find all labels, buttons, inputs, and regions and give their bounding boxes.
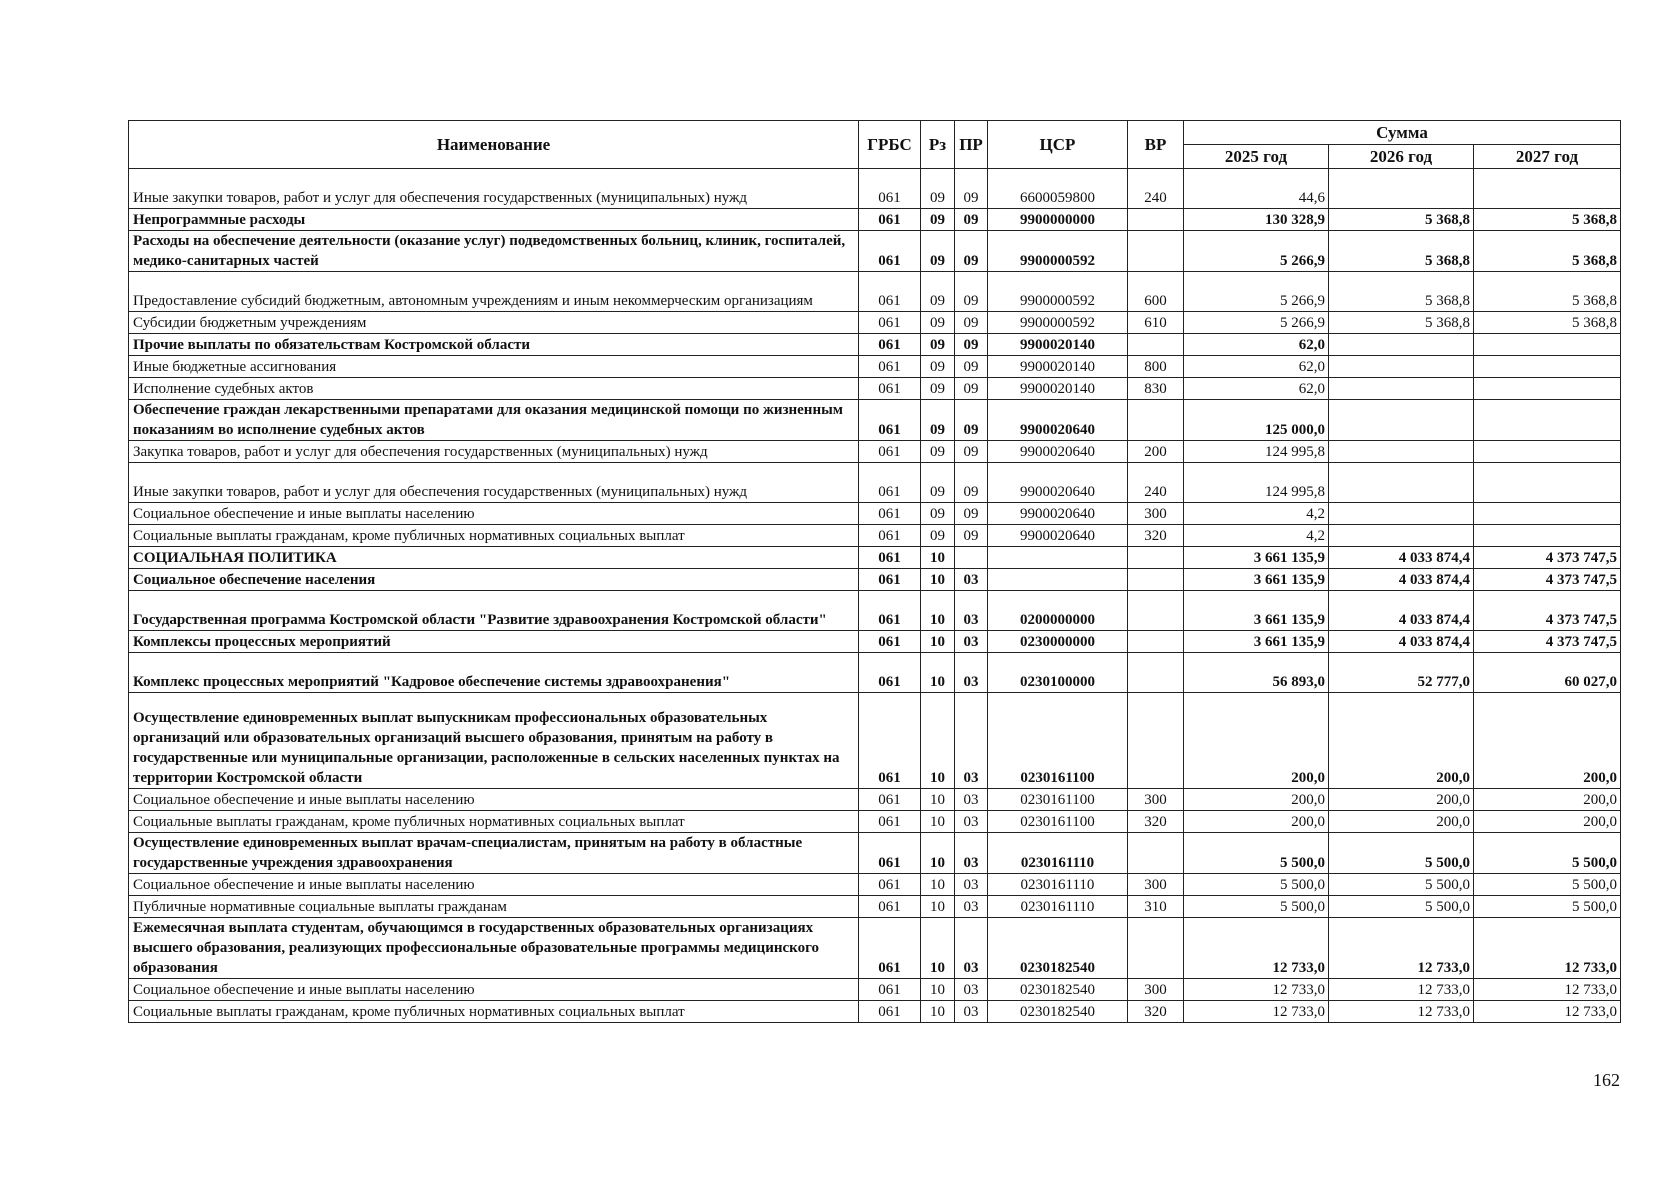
cell-grbs: 061 (859, 503, 921, 525)
cell-grbs: 061 (859, 653, 921, 693)
cell-vr: 830 (1128, 378, 1184, 400)
col-header-2026: 2026 год (1329, 145, 1474, 169)
cell-pr: 09 (955, 334, 988, 356)
cell-name: Публичные нормативные социальные выплаты гражданам (129, 896, 859, 918)
cell-y2027 (1474, 378, 1621, 400)
cell-csr: 9900020640 (988, 503, 1128, 525)
cell-grbs: 061 (859, 272, 921, 312)
cell-y2027: 5 500,0 (1474, 896, 1621, 918)
col-header-grbs: ГРБС (859, 121, 921, 169)
cell-grbs: 061 (859, 631, 921, 653)
cell-y2027: 5 500,0 (1474, 833, 1621, 874)
cell-y2025: 62,0 (1184, 356, 1329, 378)
cell-y2026 (1329, 441, 1474, 463)
table-row (129, 209, 1621, 231)
cell-y2027 (1474, 356, 1621, 378)
cell-rz: 10 (921, 653, 955, 693)
cell-rz: 10 (921, 1001, 955, 1023)
cell-pr: 09 (955, 356, 988, 378)
cell-csr: 0200000000 (988, 591, 1128, 631)
cell-vr: 300 (1128, 874, 1184, 896)
table-row (129, 693, 1621, 789)
table-row (129, 789, 1621, 811)
cell-y2025: 12 733,0 (1184, 1001, 1329, 1023)
cell-name: Ежемесячная выплата студентам, обучающимся в государственных образовательных организациях высшего образования, реализующих профессиональные образовательные программы медицинского образования (129, 918, 859, 979)
cell-rz: 09 (921, 463, 955, 503)
cell-csr: 0230100000 (988, 653, 1128, 693)
cell-y2026: 5 500,0 (1329, 874, 1474, 896)
cell-vr (1128, 631, 1184, 653)
table-body (129, 169, 1621, 1023)
cell-y2025: 124 995,8 (1184, 441, 1329, 463)
cell-rz: 09 (921, 356, 955, 378)
cell-pr: 03 (955, 591, 988, 631)
cell-y2027: 12 733,0 (1474, 979, 1621, 1001)
cell-vr (1128, 334, 1184, 356)
cell-name: Социальные выплаты гражданам, кроме публичных нормативных социальных выплат (129, 525, 859, 547)
cell-vr: 800 (1128, 356, 1184, 378)
cell-csr: 9900000592 (988, 312, 1128, 334)
table-row (129, 312, 1621, 334)
cell-name: Субсидии бюджетным учреждениям (129, 312, 859, 334)
cell-rz: 10 (921, 591, 955, 631)
cell-y2025: 44,6 (1184, 169, 1329, 209)
cell-pr: 03 (955, 833, 988, 874)
cell-grbs: 061 (859, 789, 921, 811)
cell-pr: 09 (955, 312, 988, 334)
cell-pr: 03 (955, 631, 988, 653)
cell-y2026: 200,0 (1329, 789, 1474, 811)
cell-name: Социальное обеспечение и иные выплаты населению (129, 503, 859, 525)
cell-y2025: 56 893,0 (1184, 653, 1329, 693)
cell-y2026 (1329, 400, 1474, 441)
cell-rz: 10 (921, 631, 955, 653)
cell-pr: 09 (955, 503, 988, 525)
cell-y2027: 4 373 747,5 (1474, 569, 1621, 591)
cell-y2026: 200,0 (1329, 693, 1474, 789)
col-header-vr: ВР (1128, 121, 1184, 169)
cell-y2027 (1474, 334, 1621, 356)
cell-pr: 03 (955, 653, 988, 693)
cell-rz: 09 (921, 312, 955, 334)
budget-table-sheet (128, 120, 1620, 1050)
table-row (129, 441, 1621, 463)
col-header-name: Наименование (129, 121, 859, 169)
cell-vr (1128, 400, 1184, 441)
table-row (129, 463, 1621, 503)
cell-pr: 09 (955, 463, 988, 503)
cell-csr: 0230182540 (988, 918, 1128, 979)
cell-vr: 320 (1128, 1001, 1184, 1023)
cell-vr: 300 (1128, 503, 1184, 525)
cell-rz: 10 (921, 789, 955, 811)
col-header-sum: Сумма (1184, 121, 1621, 145)
cell-y2025: 12 733,0 (1184, 918, 1329, 979)
cell-y2026: 12 733,0 (1329, 979, 1474, 1001)
cell-y2025: 125 000,0 (1184, 400, 1329, 441)
cell-rz: 10 (921, 979, 955, 1001)
table-row (129, 334, 1621, 356)
cell-name: СОЦИАЛЬНАЯ ПОЛИТИКА (129, 547, 859, 569)
cell-rz: 10 (921, 811, 955, 833)
cell-grbs: 061 (859, 693, 921, 789)
cell-y2027: 200,0 (1474, 811, 1621, 833)
cell-y2027: 5 368,8 (1474, 209, 1621, 231)
cell-y2027 (1474, 463, 1621, 503)
cell-vr (1128, 833, 1184, 874)
cell-y2027 (1474, 525, 1621, 547)
cell-grbs: 061 (859, 463, 921, 503)
cell-y2025: 5 500,0 (1184, 833, 1329, 874)
cell-vr: 240 (1128, 463, 1184, 503)
cell-y2025: 3 661 135,9 (1184, 569, 1329, 591)
cell-y2026: 12 733,0 (1329, 1001, 1474, 1023)
cell-y2025: 62,0 (1184, 334, 1329, 356)
cell-grbs: 061 (859, 811, 921, 833)
cell-y2027 (1474, 503, 1621, 525)
cell-grbs: 061 (859, 312, 921, 334)
cell-csr (988, 547, 1128, 569)
table-row (129, 569, 1621, 591)
cell-name: Осуществление единовременных выплат выпускникам профессиональных образовательных организаций или образовательных организаций высшего образования, принятым на работу в государственные или муниципальные организации, расположенные в сельских населенных пунктах на территории Костромской области (129, 693, 859, 789)
cell-pr: 03 (955, 918, 988, 979)
cell-y2027: 200,0 (1474, 789, 1621, 811)
cell-grbs: 061 (859, 378, 921, 400)
cell-pr: 09 (955, 378, 988, 400)
table-row (129, 503, 1621, 525)
table-row (129, 400, 1621, 441)
table-row (129, 833, 1621, 874)
cell-y2026: 5 368,8 (1329, 209, 1474, 231)
cell-name: Социальное обеспечение населения (129, 569, 859, 591)
cell-y2027 (1474, 169, 1621, 209)
cell-vr: 300 (1128, 979, 1184, 1001)
cell-rz: 09 (921, 334, 955, 356)
cell-y2025: 3 661 135,9 (1184, 547, 1329, 569)
cell-csr: 0230161110 (988, 896, 1128, 918)
cell-pr: 03 (955, 569, 988, 591)
cell-pr (955, 547, 988, 569)
cell-name: Государственная программа Костромской области "Развитие здравоохранения Костромской области" (129, 591, 859, 631)
cell-vr (1128, 209, 1184, 231)
cell-grbs: 061 (859, 591, 921, 631)
cell-y2027: 5 368,8 (1474, 231, 1621, 272)
cell-y2026: 52 777,0 (1329, 653, 1474, 693)
cell-rz: 10 (921, 693, 955, 789)
cell-grbs: 061 (859, 231, 921, 272)
cell-name: Иные бюджетные ассигнования (129, 356, 859, 378)
cell-y2026: 4 033 874,4 (1329, 631, 1474, 653)
cell-name: Комплекс процессных мероприятий "Кадровое обеспечение системы здравоохранения" (129, 653, 859, 693)
cell-vr (1128, 569, 1184, 591)
cell-name: Социальные выплаты гражданам, кроме публичных нормативных социальных выплат (129, 1001, 859, 1023)
table-row (129, 231, 1621, 272)
table-row (129, 918, 1621, 979)
cell-csr: 0230161110 (988, 833, 1128, 874)
cell-csr: 0230161100 (988, 811, 1128, 833)
cell-vr: 300 (1128, 789, 1184, 811)
cell-vr (1128, 693, 1184, 789)
cell-csr: 0230161110 (988, 874, 1128, 896)
cell-pr: 09 (955, 231, 988, 272)
cell-y2025: 4,2 (1184, 525, 1329, 547)
cell-name: Расходы на обеспечение деятельности (оказание услуг) подведомственных больниц, клиник, госпиталей, медико-санитарных частей (129, 231, 859, 272)
cell-csr: 9900000000 (988, 209, 1128, 231)
cell-rz: 09 (921, 503, 955, 525)
cell-y2027 (1474, 441, 1621, 463)
cell-y2026 (1329, 356, 1474, 378)
cell-y2027: 12 733,0 (1474, 918, 1621, 979)
cell-rz: 10 (921, 874, 955, 896)
cell-vr: 310 (1128, 896, 1184, 918)
cell-y2026: 5 368,8 (1329, 312, 1474, 334)
table-row (129, 356, 1621, 378)
table-row (129, 272, 1621, 312)
budget-table (128, 120, 1621, 1023)
cell-y2025: 200,0 (1184, 789, 1329, 811)
cell-pr: 03 (955, 874, 988, 896)
cell-y2025: 3 661 135,9 (1184, 591, 1329, 631)
cell-y2027: 60 027,0 (1474, 653, 1621, 693)
cell-y2026 (1329, 334, 1474, 356)
cell-y2026 (1329, 525, 1474, 547)
cell-name: Социальное обеспечение и иные выплаты населению (129, 979, 859, 1001)
cell-name: Осуществление единовременных выплат врачам-специалистам, принятым на работу в областные государственные учреждения здравоохранения (129, 833, 859, 874)
cell-vr (1128, 231, 1184, 272)
cell-y2025: 3 661 135,9 (1184, 631, 1329, 653)
cell-name: Иные закупки товаров, работ и услуг для обеспечения государственных (муниципальных) нужд (129, 169, 859, 209)
cell-grbs: 061 (859, 833, 921, 874)
cell-y2025: 12 733,0 (1184, 979, 1329, 1001)
cell-name: Социальные выплаты гражданам, кроме публичных нормативных социальных выплат (129, 811, 859, 833)
cell-name: Закупка товаров, работ и услуг для обеспечения государственных (муниципальных) нужд (129, 441, 859, 463)
cell-rz: 09 (921, 400, 955, 441)
cell-pr: 09 (955, 272, 988, 312)
cell-y2025: 5 500,0 (1184, 874, 1329, 896)
cell-vr: 320 (1128, 811, 1184, 833)
page-number: 162 (1593, 1070, 1620, 1090)
cell-pr: 09 (955, 525, 988, 547)
cell-y2026: 5 368,8 (1329, 272, 1474, 312)
cell-csr: 0230161100 (988, 789, 1128, 811)
cell-grbs: 061 (859, 569, 921, 591)
cell-name: Обеспечение граждан лекарственными препаратами для оказания медицинской помощи по жизненным показаниям во исполнение судебных актов (129, 400, 859, 441)
cell-y2025: 4,2 (1184, 503, 1329, 525)
table-row (129, 547, 1621, 569)
cell-y2026: 4 033 874,4 (1329, 569, 1474, 591)
table-row (129, 591, 1621, 631)
cell-y2027: 4 373 747,5 (1474, 591, 1621, 631)
cell-vr: 200 (1128, 441, 1184, 463)
cell-grbs: 061 (859, 209, 921, 231)
table-row (129, 525, 1621, 547)
cell-grbs: 061 (859, 356, 921, 378)
cell-grbs: 061 (859, 547, 921, 569)
cell-grbs: 061 (859, 874, 921, 896)
cell-csr: 0230000000 (988, 631, 1128, 653)
cell-pr: 09 (955, 209, 988, 231)
cell-pr: 03 (955, 789, 988, 811)
cell-pr: 09 (955, 400, 988, 441)
table-row (129, 874, 1621, 896)
cell-name: Предоставление субсидий бюджетным, автономным учреждениям и иным некоммерческим организациям (129, 272, 859, 312)
cell-rz: 10 (921, 833, 955, 874)
cell-csr: 9900020640 (988, 463, 1128, 503)
table-row (129, 1001, 1621, 1023)
cell-pr: 03 (955, 979, 988, 1001)
cell-grbs: 061 (859, 334, 921, 356)
cell-vr: 610 (1128, 312, 1184, 334)
cell-grbs: 061 (859, 1001, 921, 1023)
cell-y2026 (1329, 378, 1474, 400)
cell-rz: 09 (921, 169, 955, 209)
cell-y2025: 5 266,9 (1184, 272, 1329, 312)
cell-y2026: 12 733,0 (1329, 918, 1474, 979)
cell-csr: 0230182540 (988, 1001, 1128, 1023)
cell-csr: 0230182540 (988, 979, 1128, 1001)
cell-y2026 (1329, 503, 1474, 525)
table-row (129, 631, 1621, 653)
cell-rz: 09 (921, 441, 955, 463)
cell-y2027: 4 373 747,5 (1474, 547, 1621, 569)
cell-y2027: 200,0 (1474, 693, 1621, 789)
cell-rz: 09 (921, 378, 955, 400)
cell-rz: 09 (921, 209, 955, 231)
header-row-top (129, 121, 1621, 145)
cell-y2025: 5 500,0 (1184, 896, 1329, 918)
col-header-2027: 2027 год (1474, 145, 1621, 169)
cell-y2025: 200,0 (1184, 693, 1329, 789)
cell-rz: 10 (921, 918, 955, 979)
col-header-rz: Рз (921, 121, 955, 169)
cell-y2027: 5 368,8 (1474, 272, 1621, 312)
cell-vr: 240 (1128, 169, 1184, 209)
cell-csr: 9900020140 (988, 356, 1128, 378)
cell-y2027 (1474, 400, 1621, 441)
cell-name: Комплексы процессных мероприятий (129, 631, 859, 653)
cell-vr (1128, 918, 1184, 979)
cell-y2026: 4 033 874,4 (1329, 547, 1474, 569)
cell-y2026 (1329, 169, 1474, 209)
cell-grbs: 061 (859, 400, 921, 441)
cell-y2025: 62,0 (1184, 378, 1329, 400)
cell-y2026: 5 368,8 (1329, 231, 1474, 272)
cell-y2025: 5 266,9 (1184, 312, 1329, 334)
table-row (129, 378, 1621, 400)
cell-pr: 03 (955, 693, 988, 789)
cell-pr: 03 (955, 811, 988, 833)
cell-csr: 9900020640 (988, 400, 1128, 441)
cell-pr: 09 (955, 441, 988, 463)
cell-grbs: 061 (859, 979, 921, 1001)
cell-y2027: 5 500,0 (1474, 874, 1621, 896)
cell-name: Социальное обеспечение и иные выплаты населению (129, 874, 859, 896)
cell-y2025: 5 266,9 (1184, 231, 1329, 272)
cell-y2026 (1329, 463, 1474, 503)
table-row (129, 169, 1621, 209)
cell-vr (1128, 547, 1184, 569)
cell-vr: 320 (1128, 525, 1184, 547)
col-header-pr: ПР (955, 121, 988, 169)
cell-csr: 9900020140 (988, 378, 1128, 400)
cell-y2026: 4 033 874,4 (1329, 591, 1474, 631)
cell-y2027: 12 733,0 (1474, 1001, 1621, 1023)
col-header-2025: 2025 год (1184, 145, 1329, 169)
cell-rz: 10 (921, 569, 955, 591)
cell-vr (1128, 653, 1184, 693)
cell-pr: 03 (955, 1001, 988, 1023)
cell-csr: 9900020640 (988, 441, 1128, 463)
cell-csr: 9900020640 (988, 525, 1128, 547)
cell-csr: 9900000592 (988, 272, 1128, 312)
table-row (129, 979, 1621, 1001)
table-row (129, 896, 1621, 918)
table-row (129, 811, 1621, 833)
col-header-csr: ЦСР (988, 121, 1128, 169)
cell-y2027: 5 368,8 (1474, 312, 1621, 334)
cell-name: Прочие выплаты по обязательствам Костромской области (129, 334, 859, 356)
cell-rz: 09 (921, 525, 955, 547)
cell-csr: 0230161100 (988, 693, 1128, 789)
cell-y2025: 124 995,8 (1184, 463, 1329, 503)
cell-grbs: 061 (859, 525, 921, 547)
cell-vr (1128, 591, 1184, 631)
cell-rz: 09 (921, 231, 955, 272)
cell-y2027: 4 373 747,5 (1474, 631, 1621, 653)
cell-y2026: 5 500,0 (1329, 833, 1474, 874)
cell-name: Исполнение судебных актов (129, 378, 859, 400)
table-row (129, 653, 1621, 693)
cell-csr (988, 569, 1128, 591)
cell-rz: 09 (921, 272, 955, 312)
cell-csr: 9900000592 (988, 231, 1128, 272)
cell-grbs: 061 (859, 169, 921, 209)
cell-csr: 9900020140 (988, 334, 1128, 356)
cell-grbs: 061 (859, 896, 921, 918)
cell-csr: 6600059800 (988, 169, 1128, 209)
cell-name: Непрограммные расходы (129, 209, 859, 231)
cell-y2026: 200,0 (1329, 811, 1474, 833)
cell-grbs: 061 (859, 441, 921, 463)
cell-rz: 10 (921, 896, 955, 918)
cell-y2025: 130 328,9 (1184, 209, 1329, 231)
cell-pr: 09 (955, 169, 988, 209)
cell-y2026: 5 500,0 (1329, 896, 1474, 918)
cell-rz: 10 (921, 547, 955, 569)
cell-grbs: 061 (859, 918, 921, 979)
cell-y2025: 200,0 (1184, 811, 1329, 833)
cell-pr: 03 (955, 896, 988, 918)
cell-vr: 600 (1128, 272, 1184, 312)
cell-name: Иные закупки товаров, работ и услуг для обеспечения государственных (муниципальных) нужд (129, 463, 859, 503)
cell-name: Социальное обеспечение и иные выплаты населению (129, 789, 859, 811)
